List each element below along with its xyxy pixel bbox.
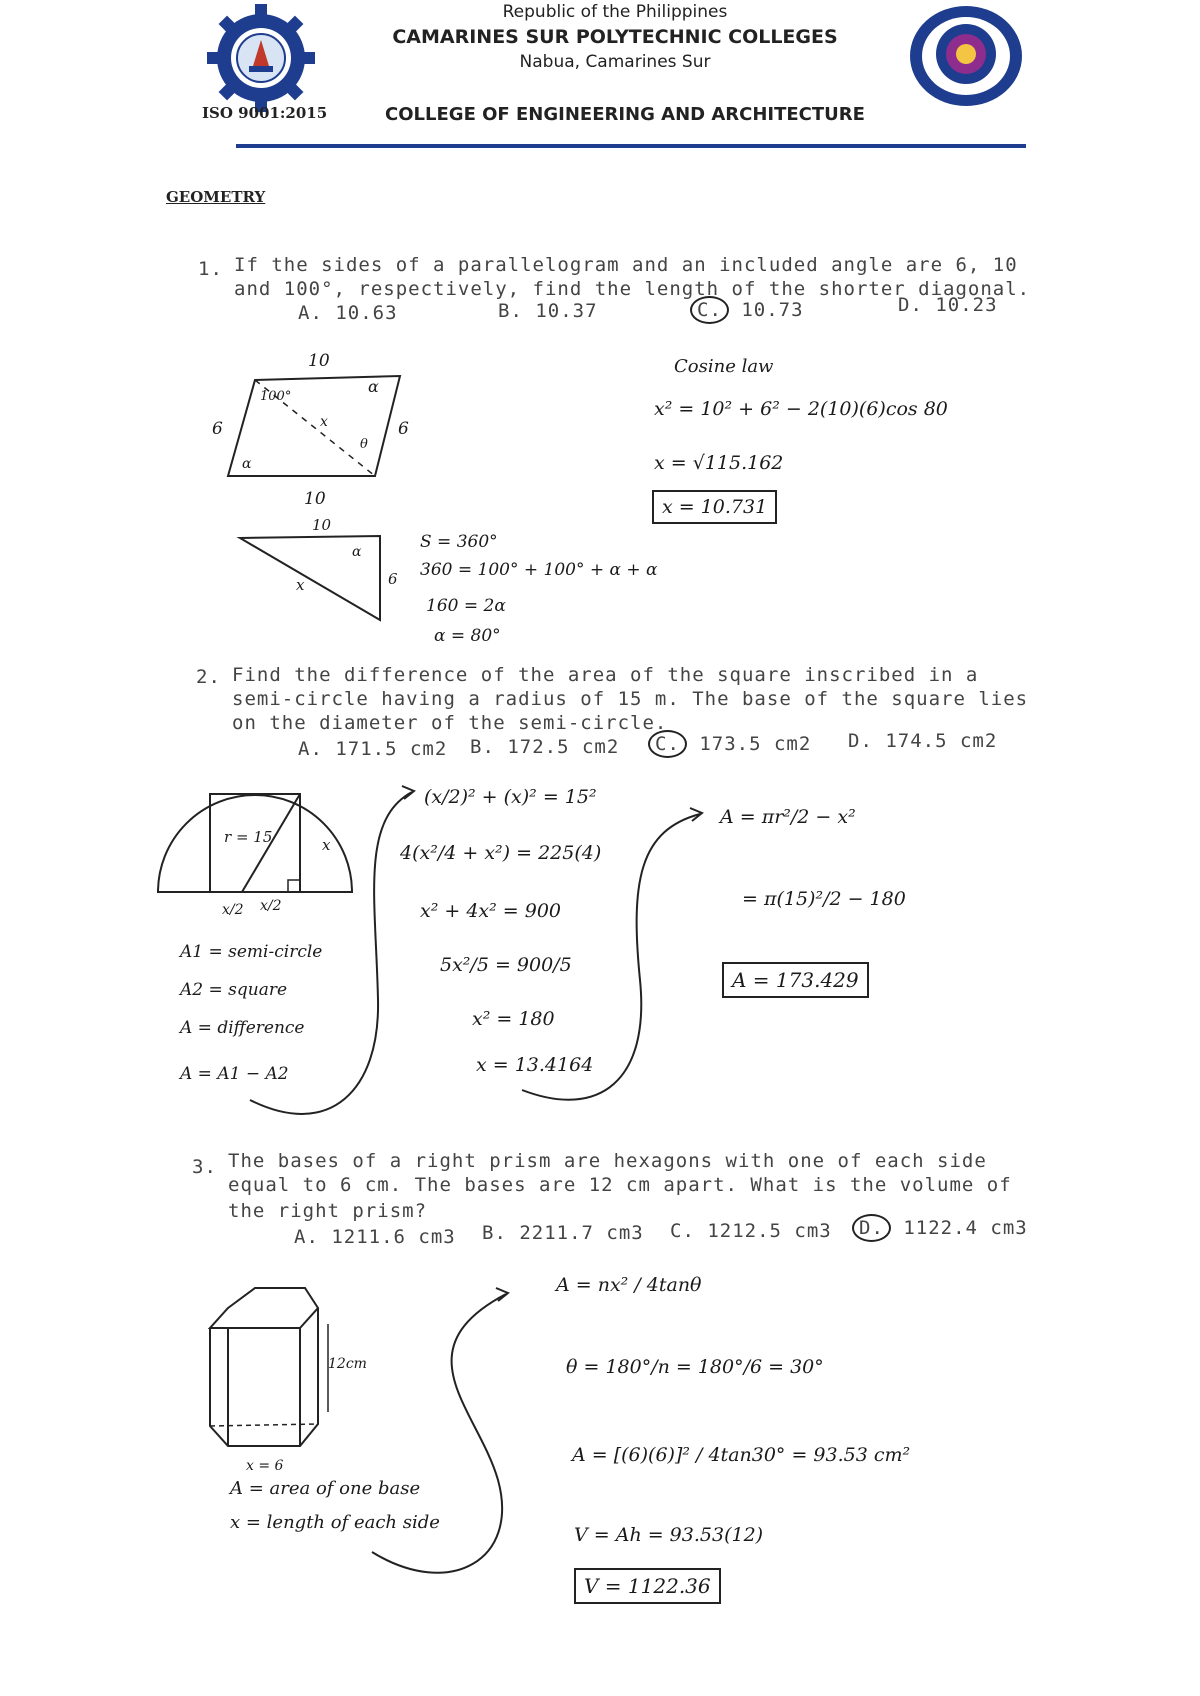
circled-answer-mark: C.	[690, 296, 729, 324]
definition-line: A = difference	[180, 1018, 305, 1038]
work-equation: 5x²/5 = 900/5	[440, 954, 572, 976]
definition-line: A1 = semi-circle	[180, 942, 323, 962]
label-triangle-x: x	[296, 576, 305, 594]
iso-label: ISO 9001:2015	[202, 104, 328, 122]
work-equation: x = √115.162	[654, 452, 784, 474]
final-answer-box: A = 173.429	[722, 962, 869, 998]
choice-a: A. 10.63	[298, 302, 398, 324]
work-step: S = 360°	[420, 532, 498, 552]
work-step: 160 = 2α	[426, 596, 506, 616]
work-equation: A = πr²/2 − x²	[720, 806, 856, 828]
problem-3-number: 3.	[192, 1156, 217, 1178]
definition-line: A = area of one base	[230, 1478, 421, 1499]
label-half-x-2: x/2	[260, 898, 282, 914]
label-right-side: 6	[398, 419, 409, 439]
problem-1-text: If the sides of a parallelogram and an included angle are 6, 10	[234, 254, 1018, 276]
label-side-x: x	[322, 836, 331, 854]
work-step: α = 80°	[434, 626, 501, 646]
choice-c: C. 1212.5 cm3	[670, 1220, 832, 1242]
problem-3-text: the right prism?	[228, 1200, 428, 1222]
label-angle-alpha: α	[368, 377, 379, 396]
choice-d-value: 1122.4 cm3	[903, 1217, 1028, 1239]
choice-a: A. 171.5 cm2	[298, 738, 448, 760]
choice-d: D. 10.23	[898, 294, 998, 316]
work-step: 360 = 100° + 100° + α + α	[420, 560, 658, 580]
choice-b: B. 10.37	[498, 300, 598, 322]
label-height: 12cm	[328, 1356, 367, 1372]
work-equation: 4(x²/4 + x²) = 225(4)	[400, 842, 602, 864]
final-answer-box: V = 1122.36	[574, 1568, 721, 1604]
work-equation: x² = 180	[472, 1008, 555, 1030]
definition-line: A = A1 − A2	[180, 1064, 289, 1084]
label-bottom-side: 10	[304, 489, 326, 509]
label-angle-100: 100°	[260, 389, 292, 404]
college-name: COLLEGE OF ENGINEERING AND ARCHITECTURE	[385, 104, 865, 125]
label-triangle-side: 6	[388, 570, 398, 588]
work-equation: θ = 180°/n = 180°/6 = 30°	[566, 1356, 824, 1378]
hexagonal-prism-diagram	[200, 1284, 380, 1474]
problem-3-text: equal to 6 cm. The bases are 12 cm apart. What is the volume of	[228, 1174, 1012, 1196]
choice-b: B. 2211.7 cm3	[482, 1222, 644, 1244]
label-diagonal-x: x	[320, 414, 328, 430]
choice-c-value: 173.5 cm2	[699, 733, 812, 755]
label-triangle-top: 10	[312, 516, 332, 534]
final-answer-box: x = 10.731	[652, 490, 777, 524]
definition-line: A2 = square	[180, 980, 288, 1000]
problem-1-text: and 100°, respectively, find the length of the shorter diagonal.	[234, 278, 1031, 300]
republic-line: Republic of the Philippines	[502, 2, 728, 22]
label-half-x: x/2	[222, 902, 244, 918]
label-top-side: 10	[308, 351, 330, 371]
choice-c-value: 10.73	[741, 299, 804, 321]
school-name: CAMARINES SUR POLYTECHNIC COLLEGES	[392, 26, 838, 48]
work-equation: A = nx² / 4tanθ	[556, 1274, 702, 1296]
problem-2-text: Find the difference of the area of the square inscribed in a	[232, 664, 979, 686]
work-method: Cosine law	[674, 356, 774, 377]
problem-3-text: The bases of a right prism are hexagons with one of each side	[228, 1150, 987, 1172]
work-equation: (x/2)² + (x)² = 15²	[424, 786, 597, 808]
circled-answer-mark: D.	[852, 1214, 891, 1242]
subject-title: GEOMETRY	[166, 188, 266, 206]
choice-d: D. 174.5 cm2	[848, 730, 998, 752]
work-equation: x² = 10² + 6² − 2(10)(6)cos 80	[654, 398, 948, 420]
label-angle-theta: θ	[360, 437, 368, 452]
work-equation: x = 13.4164	[476, 1054, 594, 1076]
work-equation: x² + 4x² = 900	[420, 900, 562, 922]
label-side: x = 6	[246, 1458, 284, 1474]
problem-1-number: 1.	[198, 258, 223, 280]
label-radius: r = 15	[224, 828, 273, 846]
work-equation: V = Ah = 93.53(12)	[574, 1524, 764, 1546]
label-triangle-alpha: α	[352, 544, 362, 560]
work-equation: = π(15)²/2 − 180	[742, 888, 906, 910]
problem-2-number: 2.	[196, 666, 221, 688]
choice-d	[852, 1214, 1028, 1242]
choice-a: A. 1211.6 cm3	[294, 1226, 456, 1248]
school-location: Nabua, Camarines Sur	[519, 52, 711, 72]
definition-line: x = length of each side	[230, 1512, 440, 1533]
problem-2-text: semi-circle having a radius of 15 m. The base of the square lies	[232, 688, 1029, 710]
choice-b: B. 172.5 cm2	[470, 736, 620, 758]
circled-answer-mark: C.	[648, 730, 687, 758]
label-left-side: 6	[212, 419, 223, 439]
work-equation: A = [(6)(6)]² / 4tan30° = 93.53 cm²	[572, 1444, 911, 1466]
label-angle-alpha-2: α	[242, 456, 252, 472]
problem-2-text: on the diameter of the semi-circle.	[232, 712, 668, 734]
